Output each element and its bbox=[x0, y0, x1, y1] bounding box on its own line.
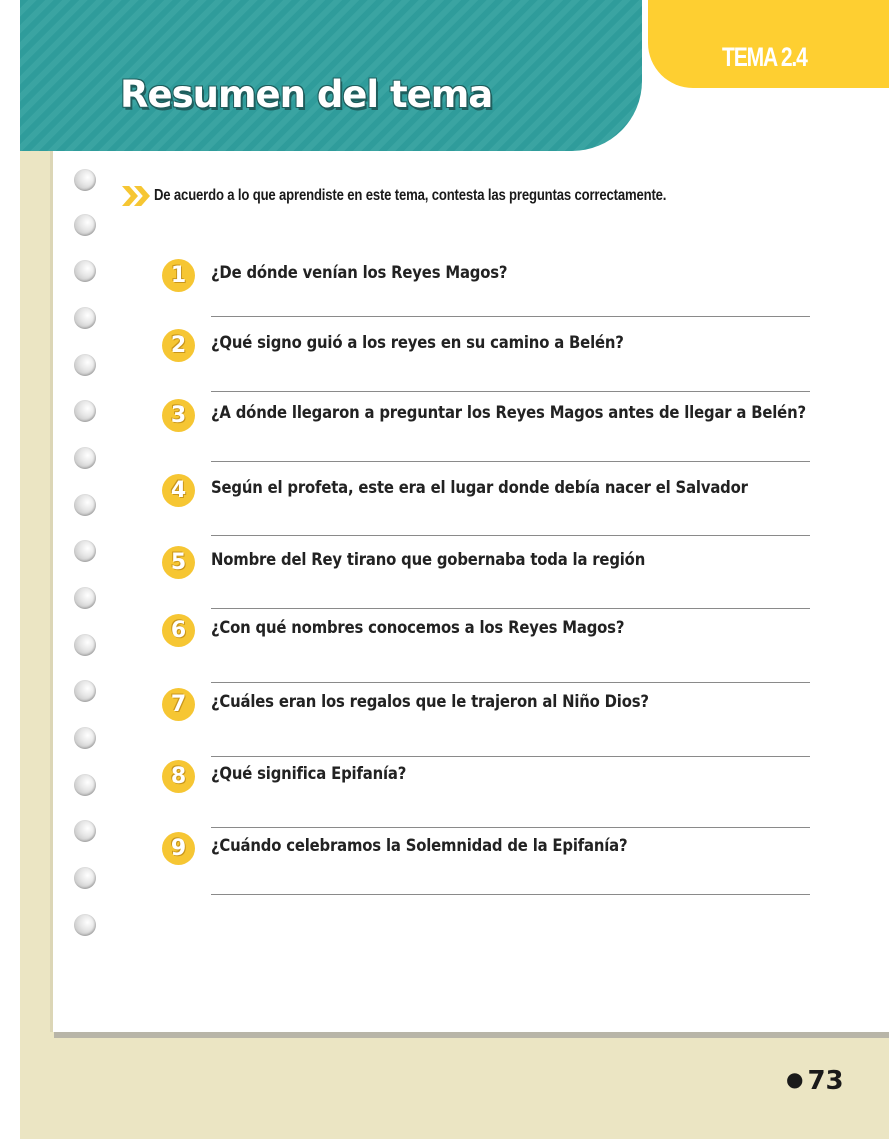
binder-ring-icon bbox=[74, 634, 96, 656]
answer-line[interactable] bbox=[211, 894, 810, 895]
question-item bbox=[162, 688, 812, 728]
binder-ring-icon bbox=[74, 867, 96, 889]
question-item bbox=[162, 474, 812, 514]
page-number-value: 73 bbox=[807, 1066, 844, 1096]
binder-ring-icon bbox=[74, 307, 96, 329]
page-title: Resumen del tema bbox=[120, 73, 493, 116]
question-text: ¿A dónde llegaron a preguntar los Reyes Magos antes de llegar a Belén? bbox=[211, 403, 806, 422]
question-number-badge: 8 bbox=[162, 760, 195, 793]
binder-ring-icon bbox=[74, 169, 96, 191]
answer-line[interactable] bbox=[211, 316, 810, 317]
instruction-text: De acuerdo a lo que aprendiste en este tema, contesta las preguntas correctamente. bbox=[154, 187, 667, 204]
binder-ring-icon bbox=[74, 354, 96, 376]
topic-tab-label: TEMA 2.4 bbox=[722, 42, 807, 72]
question-item bbox=[162, 259, 812, 299]
binder-ring-icon bbox=[74, 494, 96, 516]
paper-edge bbox=[50, 150, 53, 1032]
question-number-badge: 9 bbox=[162, 832, 195, 865]
question-item bbox=[162, 760, 812, 800]
question-text: ¿Qué significa Epifanía? bbox=[211, 764, 407, 783]
question-text: ¿De dónde venían los Reyes Magos? bbox=[211, 263, 508, 282]
question-number-badge: 7 bbox=[162, 688, 195, 721]
answer-line[interactable] bbox=[211, 461, 810, 462]
question-number-badge: 2 bbox=[162, 329, 195, 362]
question-item bbox=[162, 832, 812, 872]
question-text: Según el profeta, este era el lugar donde debía nacer el Salvador bbox=[211, 478, 748, 497]
answer-line[interactable] bbox=[211, 535, 810, 536]
answer-line[interactable] bbox=[211, 827, 810, 828]
binder-ring-icon bbox=[74, 774, 96, 796]
bullet-icon: ● bbox=[786, 1067, 804, 1091]
answer-line[interactable] bbox=[211, 756, 810, 757]
question-number-badge: 6 bbox=[162, 614, 195, 647]
answer-line[interactable] bbox=[211, 608, 810, 609]
answer-line[interactable] bbox=[211, 682, 810, 683]
binder-ring-icon bbox=[74, 727, 96, 749]
question-item bbox=[162, 329, 812, 369]
binder-ring-icon bbox=[74, 680, 96, 702]
question-item bbox=[162, 399, 812, 439]
binder-ring-icon bbox=[74, 540, 96, 562]
question-item bbox=[162, 546, 812, 586]
question-number-badge: 5 bbox=[162, 546, 195, 579]
binder-ring-icon bbox=[74, 820, 96, 842]
question-number-badge: 1 bbox=[162, 259, 195, 292]
question-text: ¿Cuáles eran los regalos que le trajeron al Niño Dios? bbox=[211, 692, 649, 711]
binder-ring-icon bbox=[74, 214, 96, 236]
double-chevron-icon bbox=[122, 186, 146, 206]
question-item bbox=[162, 614, 812, 654]
answer-line[interactable] bbox=[211, 391, 810, 392]
binder-ring-icon bbox=[74, 260, 96, 282]
question-text: ¿Con qué nombres conocemos a los Reyes Magos? bbox=[211, 618, 625, 637]
question-number-badge: 3 bbox=[162, 399, 195, 432]
page-number bbox=[786, 1066, 844, 1096]
instruction bbox=[122, 182, 779, 210]
binder-ring-icon bbox=[74, 587, 96, 609]
question-text: ¿Qué signo guió a los reyes en su camino a Belén? bbox=[211, 333, 624, 352]
binder-ring-icon bbox=[74, 447, 96, 469]
binder-ring-icon bbox=[74, 914, 96, 936]
question-text: ¿Cuándo celebramos la Solemnidad de la Epifanía? bbox=[211, 836, 628, 855]
binder-ring-icon bbox=[74, 400, 96, 422]
question-number-badge: 4 bbox=[162, 474, 195, 507]
question-text: Nombre del Rey tirano que gobernaba toda la región bbox=[211, 550, 646, 569]
